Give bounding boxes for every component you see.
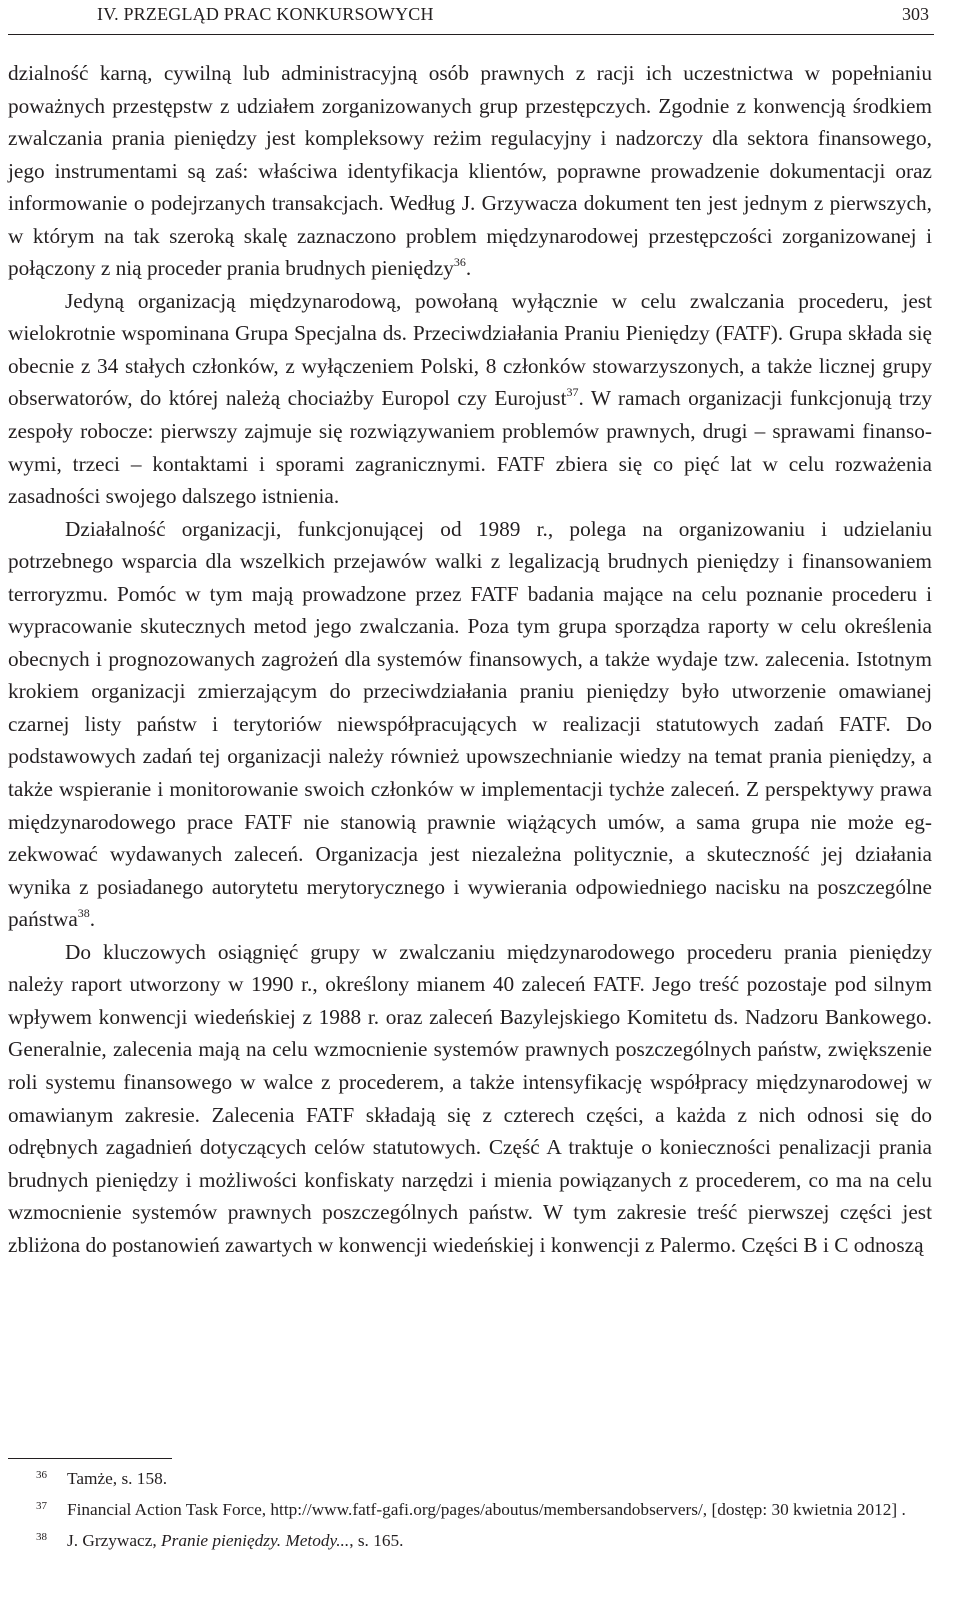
- footnote-number: 36: [36, 1469, 47, 1481]
- paragraph-3-end: .: [89, 907, 96, 932]
- footnotes: [8, 1467, 932, 1555]
- footnote-38: [8, 1529, 932, 1555]
- footnote-36: [8, 1467, 932, 1493]
- footnote-ref-38[interactable]: 38: [77, 906, 90, 921]
- paragraph-1: [8, 57, 932, 285]
- paragraph-3-text: Działalność organizacji, funkcjonującej od 1989 r., polega na organizowaniu i udzielaniu potrzebnego wsparcia dla wszelkich przejawów walki z legalizacją brudnych pieniędzy i finansowaniem terroryzmu. Pomóc w tym mają prowadzone przez FATF badania mające na celu poznanie procederu i wypracowanie skutecznych metod jego zwalczania. Poza tym grupa sporządza raporty w celu określenia obecnych i prognozowanych zagrożeń dla systemów finansowych, a także wydaje tzw. zalecenia. Istotnym krokiem organizacji zmierzającym do przeciwdziałania praniu pieniędzy było utworzenie omawianej czarnej listy państw i terytoriów niewspółpracujących w realizacji statutowych zadań FATF. Do podstawowych zadań tej organizacji należy również upowszechnianie wiedzy na temat prania pieniędzy, a także wspieranie i monitorowanie swoich członków w implementacji tychże zaleceń. Z perspektywy prawa międzynarodowego prace FATF nie stanowią prawnie wiążących umów, a sama grupa nie może egzekwować wydawanych zaleceń. Organizacja jest niezależna politycznie, a skuteczność jej działania wynika z posiadanego autorytetu merytorycznego i wywierania odpowiedniego nacisku na poszczególne państwa: [8, 516, 932, 932]
- footnote-book-title: Pranie pieniędzy. Metody...: [161, 1531, 350, 1550]
- footnote-number: 37: [36, 1500, 47, 1512]
- footnote-text-after: , s. 165.: [349, 1531, 404, 1550]
- paragraph-4: Do kluczowych osiągnięć grupy w zwalczaniu międzynarodowego procederu prania pieniędzy należy raport utworzony w 1990 r., określony mianem 40 zaleceń FATF. Jego treść pozostaje pod silnym wpływem konwencji wiedeńskiej z 1988 r. oraz zaleceń Bazylejskiego Komitetu ds. Nadzoru Bankowego. Generalnie, zalecenia mają na celu wzmocnienie systemów prawnych poszczególnych państw, zwiększenie roli systemu finansowego w walce z procederem, a także intensyfikację współpracy międzynarodowej w omawianym zakresie. Zalecenia FATF składają się z czterech części, a każda z nich odnosi się do odrębnych zagadnień dotyczących celów statutowych. Część A traktuje o konieczności penalizacji prania brudnych pieniędzy i możliwości konfiskaty narzędzi i mienia powiązanych z procederem, co ma na celu wzmocnienie systemów prawnych poszczególnych państw. W tym zakresie treść pierwszej części jest zbliżona do postanowień zawartych w konwencji wiedeńskiej i konwencji z Palermo. Części B i C odnoszą: [8, 939, 932, 1257]
- paragraph-1-text: dzialność karną, cywilną lub administracyjną osób prawnych z racji ich uczestnictwa w popełnianiu poważnych przestępstw z udziałem zorganizowanych grup przestępczych. Zgodnie z konwencją środkiem zwalczania prania pieniędzy jest kompleksowy reżim regulacyjny i nadzorczy dla sektora finansowego, jego instrumentami są zaś: właściwa identyfikacja klientów, poprawne prowadzenie dokumentacji oraz informowanie o podejrzanych transakcjach. Według J. Grzywacza dokument ten jest jednym z pierwszych, w którym na tak szeroką skalę zaznaczono problem międzynarodowej przestępczości zorganizowanej i połączony z nią proceder prania brudnych pieniędzy: [8, 61, 932, 281]
- footnote-text-before: J. Grzywacz,: [67, 1531, 162, 1550]
- running-header: [97, 0, 929, 28]
- footnote-ref-36[interactable]: 36: [453, 255, 466, 270]
- page-number: 303: [902, 4, 929, 24]
- footnote-text: Financial Action Task Force, http://www.fatf-gafi.org/pages/aboutus/membersandobservers/, [dostęp: 30 kwietnia 2012] .: [67, 1500, 906, 1519]
- paragraph-2-text-b: . W ramach organizacji funkcjonują trzy zespoły robocze: pierwszy zajmuje się rozwiązywaniem problemów prawnych, drugi – sprawami finansowymi, trzeci – kontaktami i sporami zagranicznymi. FATF zbiera się co pięć lat w celu rozważenia zasadności swojego dalszego istnienia.: [8, 386, 932, 509]
- body-text: [8, 57, 932, 1261]
- header-rule: [8, 34, 934, 35]
- paragraph-2: [8, 285, 932, 513]
- paragraph-1-end: .: [465, 256, 472, 281]
- footnote-37: [8, 1498, 932, 1524]
- footnote-number: 38: [36, 1531, 47, 1543]
- footnote-rule: [8, 1458, 172, 1459]
- footnote-ref-37[interactable]: 37: [566, 385, 579, 400]
- footnote-text: Tamże, s. 158.: [67, 1469, 168, 1488]
- paragraph-2-text-a: Jedyną organizacją międzynarodową, powołaną wyłącznie w celu zwalczania procederu, jest wielokrotnie wspominana Grupa Specjalna ds. Przeciwdziałania Praniu Pieniędzy (FATF). Grupa składa się obecnie z 34 stałych członków, z wyłączeniem Polski, 8 członków stowarzyszonych, a także licznej grupy obserwatorów, do której należą chociażby Europol czy Eurojust: [8, 288, 932, 411]
- header-title: IV. PRZEGLĄD PRAC KONKURSOWYCH: [97, 4, 434, 24]
- paragraph-3: [8, 513, 932, 936]
